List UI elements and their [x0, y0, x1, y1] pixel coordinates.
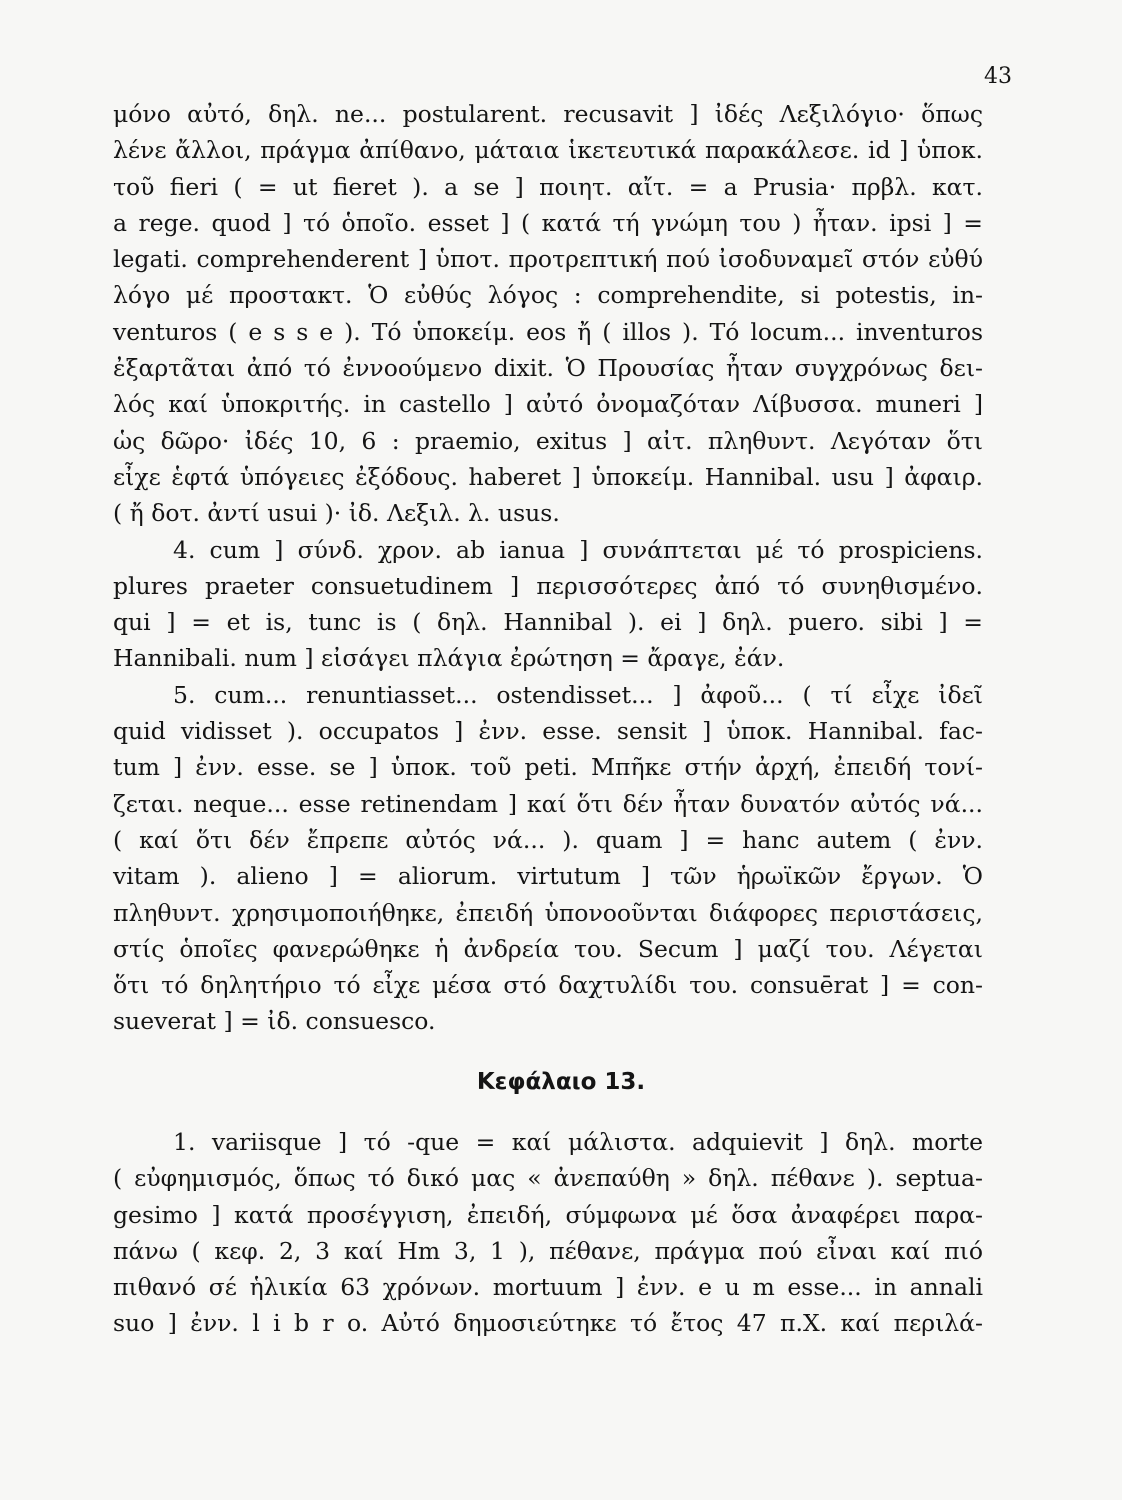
commentary-block-chapter-13: [113, 1124, 983, 1342]
text-line: a rege. quod ] τό ὁποῖο. esset ] ( κατά τή γνώμη του ) ἦταν. ipsi ] =: [113, 208, 983, 237]
text-line: ( εὐφημισμός, ὅπως τό δικό μας « ἀνεπαύθη » δηλ. πέθανε ). septua-: [113, 1164, 983, 1193]
text-line: 5. cum... renuntiasset... ostendisset... ] ἀφοῦ... ( τί εἶχε ἰδεῖ: [173, 680, 983, 709]
text-line: quid vidisset ). occupatos ] ἐνν. esse. sensit ] ὑποκ. Hannibal. fac-: [113, 717, 983, 746]
text-line: ( καί ὅτι δέν ἔπρεπε αὐτός νά... ). quam ] = hanc autem ( ἐνν.: [113, 825, 983, 854]
page-number: 43: [984, 64, 1012, 89]
text-line: 1. variisque ] τό -que = καί μάλιστα. adquievit ] δηλ. morte: [173, 1128, 983, 1156]
text-line: λός καί ὑποκριτής. in castello ] αὐτό ὀνομαζόταν Λίβυσσα. muneri ]: [113, 390, 983, 419]
text-line: μόνο αὐτό, δηλ. ne... postularent. recusavit ] ἰδές Λεξιλόγιο· ὅπως: [113, 100, 983, 128]
text-line: plures praeter consuetudinem ] περισσότερες ἀπό τό συνηθισμένο.: [113, 571, 983, 600]
text-line: Hannibali. num ] εἰσάγει πλάγια ἐρώτηση = ἄραγε, ἐάν.: [113, 644, 785, 673]
text-line: λένε ἄλλοι, πράγμα ἀπίθανο, μάταια ἱκετευτικά παρακάλεσε. id ] ὑποκ.: [113, 136, 983, 165]
text-line: qui ] = et is, tunc is ( δηλ. Hannibal ). ei ] δηλ. puero. sibi ] =: [113, 608, 983, 637]
text-line: τοῦ fieri ( = ut fieret ). a se ] ποιητ. αἴτ. = a Prusia· πρβλ. κατ.: [113, 172, 983, 201]
text-line: tum ] ἐνν. esse. se ] ὑποκ. τοῦ peti. Μπῆκε στήν ἀρχή, ἐπειδή τονί-: [113, 753, 983, 782]
text-line: vitam ). alieno ] = aliorum. virtutum ] τῶν ἡρωϊκῶν ἔργων. Ὁ: [113, 862, 983, 891]
text-line: πληθυντ. χρησιμοποιήθηκε, ἐπειδή ὑπονοοῦνται διάφορες περιστάσεις,: [113, 898, 983, 927]
text-line: ζεται. neque... esse retinendam ] καί ὅτι δέν ἦταν δυνατόν αὐτός νά...: [113, 789, 983, 818]
text-line: πιθανό σέ ἡλικία 63 χρόνων. mortuum ] ἐνν. e u m esse... in annali: [113, 1273, 983, 1302]
text-line: ἐξαρτᾶται ἀπό τό ἐννοούμενο dixit. Ὁ Προυσίας ἦταν συγχρόνως δει-: [113, 354, 983, 383]
text-line: legati. comprehenderent ] ὑποτ. προτρεπτική πού ἰσοδυναμεῖ στόν εὐθύ: [113, 245, 983, 274]
text-line: suo ] ἐνν. l i b r o. Αὐτό δημοσιεύτηκε τό ἔτος 47 π.Χ. καί περιλά-: [113, 1309, 983, 1338]
text-line: πάνω ( κεφ. 2, 3 καί Hm 3, 1 ), πέθανε, πράγμα πού εἶναι καί πιό: [113, 1236, 983, 1265]
text-line: εἶχε ἑφτά ὑπόγειες ἐξόδους. haberet ] ὑποκείμ. Hannibal. usu ] ἀφαιρ.: [113, 462, 983, 491]
text-line: venturos ( e s s e ). Τό ὑποκείμ. eos ἤ ( illos ). Τό locum... inventuros: [113, 317, 983, 346]
text-line: ὡς δῶρο· ἰδές 10, 6 : praemio, exitus ] αἰτ. πληθυντ. Λεγόταν ὅτι: [113, 426, 983, 455]
text-line: λόγο μέ προστακτ. Ὁ εὐθύς λόγος : comprehendite, si potestis, in-: [113, 281, 983, 310]
chapter-heading: Κεφάλαιο 13.: [476, 1069, 646, 1095]
text-line: sueverat ] = ἰδ. consuesco.: [113, 1007, 436, 1036]
text-line: gesimo ] κατά προσέγγιση, ἐπειδή, σύμφωνα μέ ὅσα ἀναφέρει παρα-: [113, 1200, 983, 1229]
commentary-block-chapter-12: [113, 96, 983, 1040]
text-line: στίς ὁποῖες φανερώθηκε ἡ ἀνδρεία του. Secum ] μαζί του. Λέγεται: [113, 934, 983, 963]
text-line: 4. cum ] σύνδ. χρον. ab ianua ] συνάπτεται μέ τό prospiciens.: [173, 535, 983, 564]
text-line: ( ἤ δοτ. ἀντί usui )· ἰδ. Λεξιλ. λ. usus.: [113, 499, 560, 528]
text-line: ὅτι τό δηλητήριο τό εἶχε μέσα στό δαχτυλίδι του. consuērat ] = con-: [113, 971, 983, 1000]
